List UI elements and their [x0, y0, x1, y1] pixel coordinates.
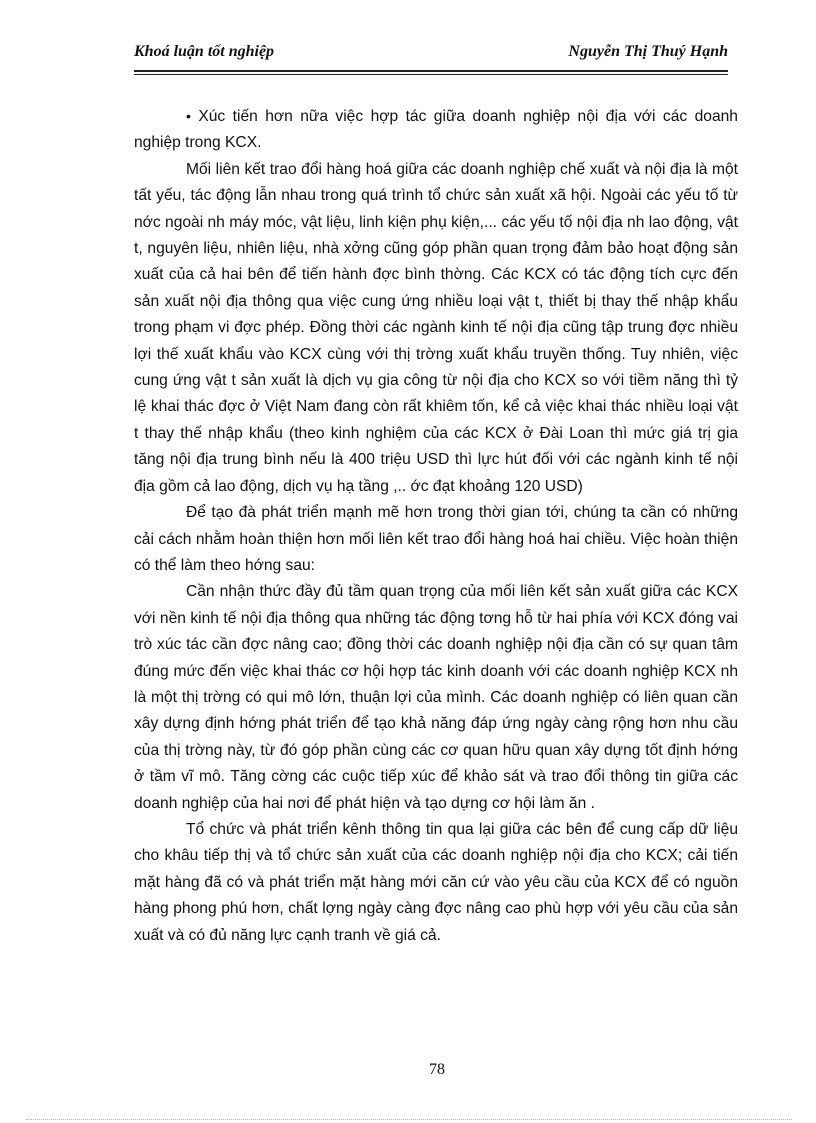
paragraph: Mối liên kết trao đổi hàng hoá giữa các doanh nghiệp chế xuất và nội địa là một tất yếu, tác động lẫn nhau trong quá trình tổ chức sản xuất xã hội. Ngoài các yếu tố từ nớc ngoài nh máy móc, vật liệu, linh kiện phụ kiện,... các yếu tố nội địa nh lao động, vật t, nguyên liệu, nhiên liệu, nhà xởng cũng góp phần quan trọng đảm bảo hoạt động sản xuất của cả hai bên để tiến hành đợc bình thờng. Các KCX có tác động tích cực đến sản xuất nội địa thông qua việc cung ứng nhiều loại vật t, thiết bị thay thế nhập khẩu trong phạm vi đợc phép. Đồng thời các ngành kinh tế nội địa cũng tập trung đợc nhiều lợi thế xuất khẩu vào KCX cùng với thị trờng xuất khẩu truyền thống. Tuy nhiên, việc cung ứng vật t sản xuất là dịch vụ gia công từ nội địa cho KCX so với tiềm năng thì tỷ lệ khai thác đợc ở Việt Nam đang còn rất khiêm tốn, kể cả việc khai thác nhiều loại vật t thay thế nhập khẩu (theo kinh nghiệm của các KCX ở Đài Loan thì mức giá trị gia tăng nội địa trung bình nếu là 400 triệu USD thì lực hút đối với các ngành kinh tế nội địa gồm cả lao động, dịch vụ hạ tầng ,.. ớc đạt khoảng 120 USD) — [134, 160, 739, 495]
header-rule-thick — [134, 70, 728, 72]
paragraph: Tổ chức và phát triển kênh thông tin qua lại giữa các bên để cung cấp dữ liệu cho khâu tiếp thị và tổ chức sản xuất của các doanh nghiệp nội địa cho KCX; cải tiến mặt hàng đã có và phát triển mặt hàng mới căn cứ vào yêu cầu của KCX để có nguồn hàng phong phú hơn, chất lợng ngày càng đợc nâng cao phù hợp với yêu cầu của sản xuất và có đủ năng lực cạnh tranh về giá cả. — [134, 820, 738, 944]
header-author-name: Nguyễn Thị Thuý Hạnh — [568, 43, 728, 60]
page-number: 78 — [429, 1061, 445, 1078]
header-rule-thin — [134, 74, 728, 75]
paragraph: Để tạo đà phát triển mạnh mẽ hơn trong thời gian tới, chúng ta cần có những cải cách nhằm hoàn thiện hơn mối liên kết trao đổi hàng hoá hai chiều. Việc hoàn thiện có thể làm theo hớng sau: — [134, 504, 738, 574]
body-text — [134, 103, 738, 949]
header-thesis-title: Khoá luận tốt nghiệp — [134, 43, 275, 60]
footer-dotted-line — [26, 1119, 792, 1120]
paragraph-text: Xúc tiến hơn nữa việc hợp tác giữa doanh nghiệp nội địa với các doanh nghiệp trong KCX. — [134, 108, 738, 152]
paragraph-bullet — [134, 103, 738, 157]
paragraph: Cần nhận thức đầy đủ tầm quan trọng của mối liên kết sản xuất giữa các KCX với nền kinh tế nội địa thông qua những tác động tơng hỗ từ hai phía với KCX đóng vai trò xúc tác cần đợc nâng cao; đồng thời các doanh nghiệp nội địa cần có sự quan tâm đúng mức đến việc khai thác cơ hội hợp tác kinh doanh với các doanh nghiệp KCX nh là một thị trờng có qui mô lớn, thuận lợi của mình. Các doanh nghiệp có liên quan cần xây dựng định hớng phát triển để tạo khả năng đáp ứng ngày càng rộng hơn nhu cầu của thị trờng này, từ đó góp phần cùng các cơ quan hữu quan xây dựng tốt định hớng ở tầm vĩ mô. Tăng cờng các cuộc tiếp xúc để khảo sát và trao đổi thông tin giữa các doanh nghiệp của hai nơi để phát hiện và tạo dựng cơ hội làm ăn . — [134, 583, 738, 812]
bullet-icon: • — [186, 108, 191, 124]
